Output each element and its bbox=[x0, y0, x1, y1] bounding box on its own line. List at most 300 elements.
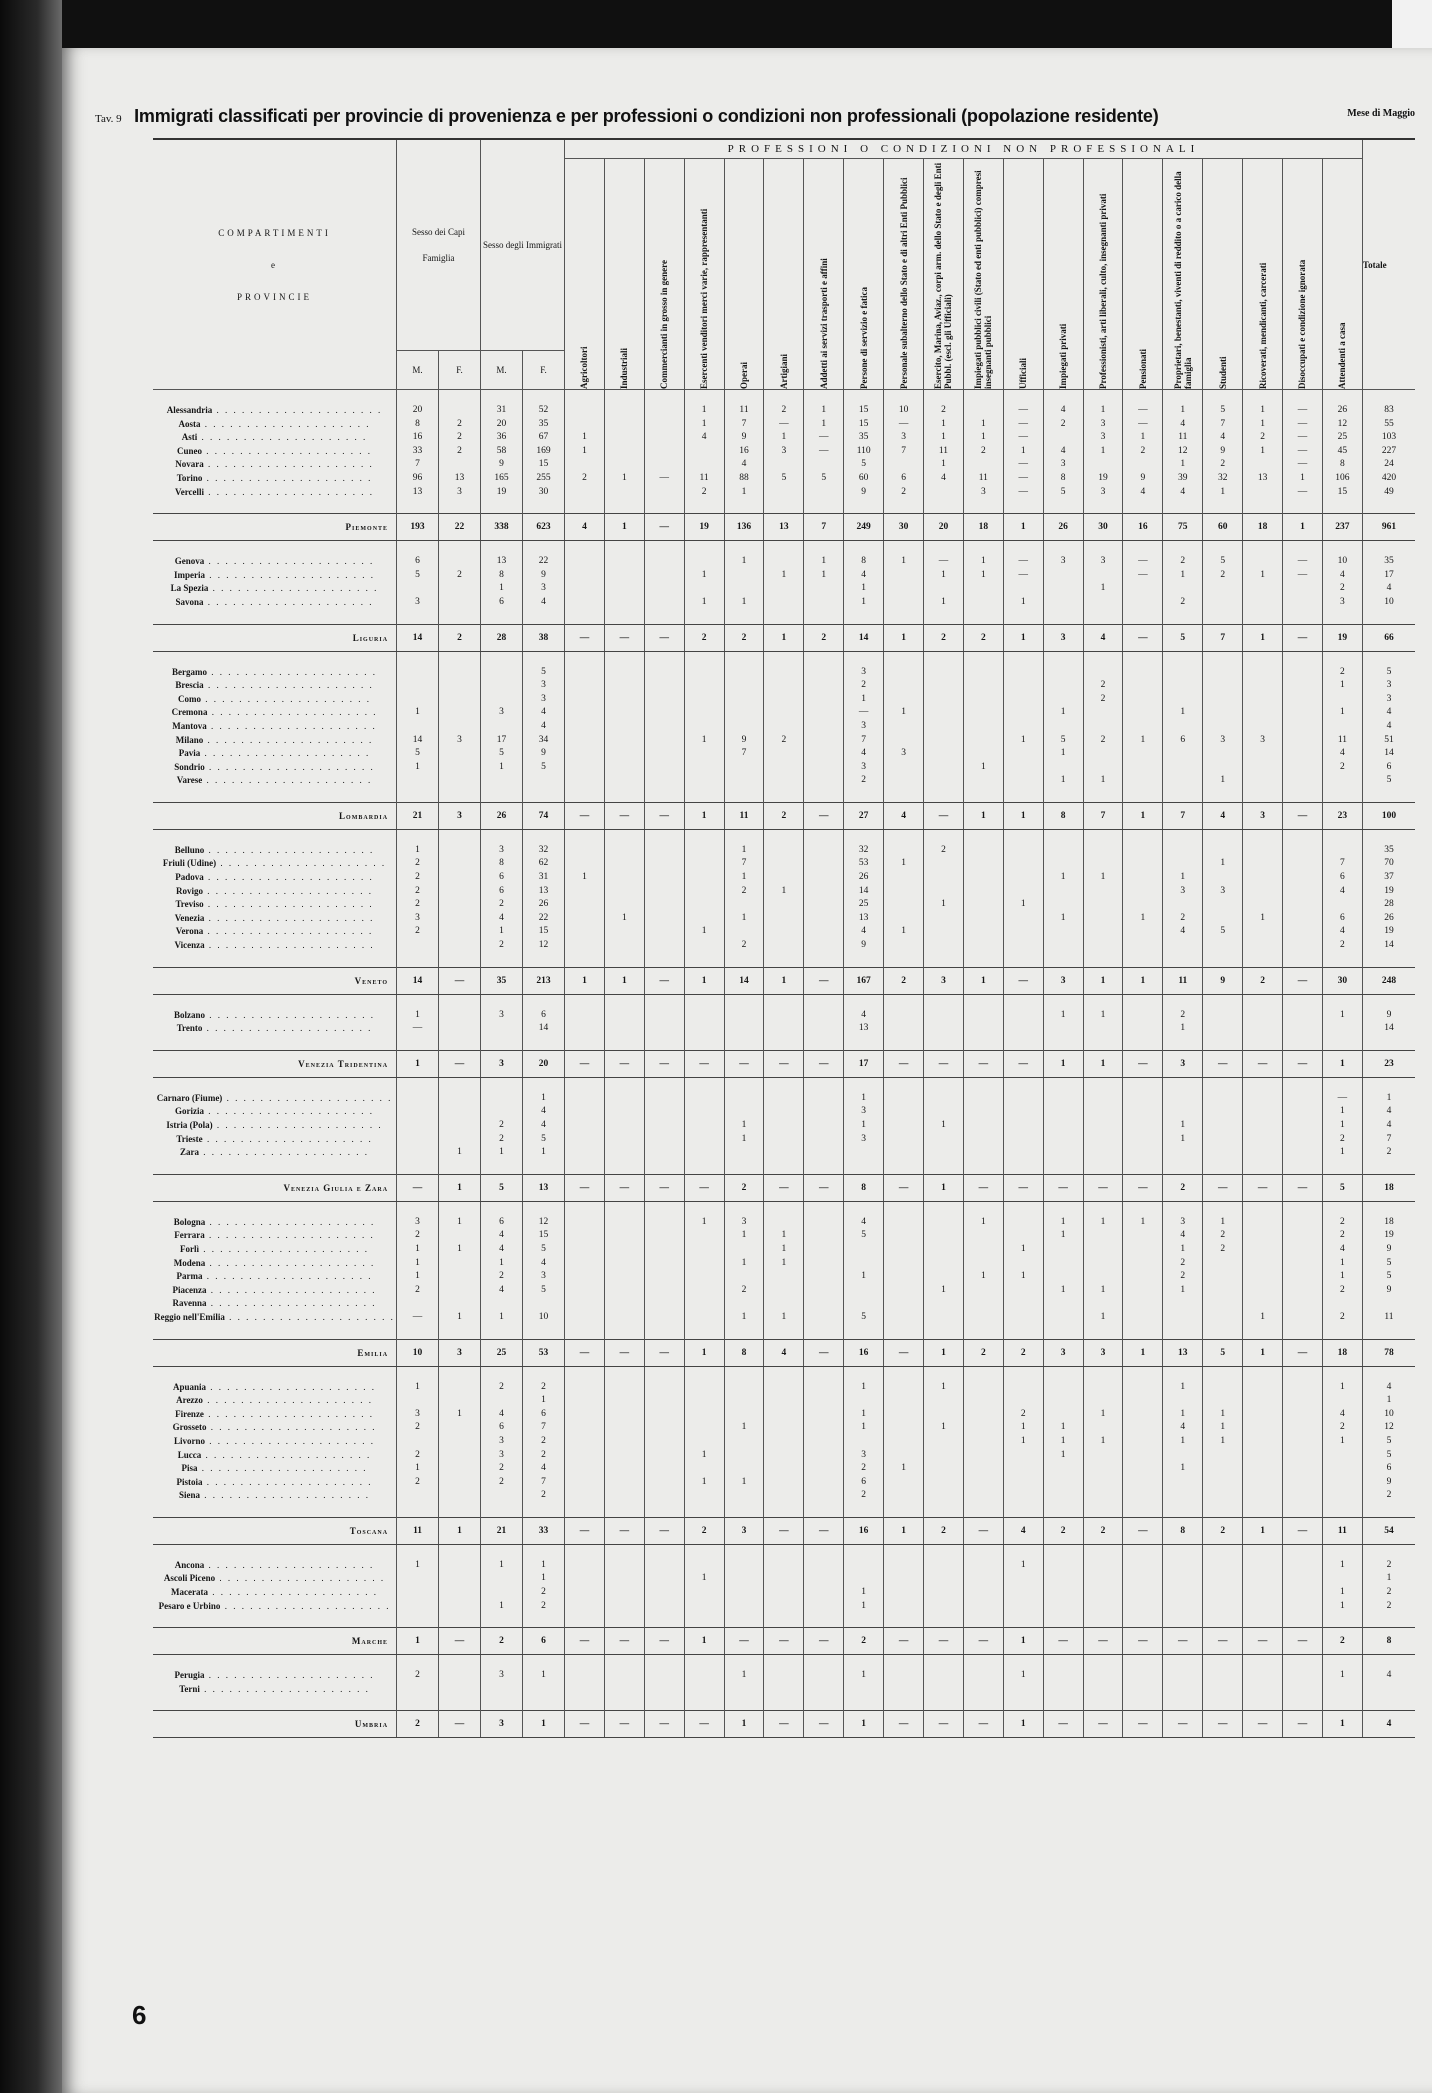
province-row bbox=[153, 486, 1415, 500]
value-cell bbox=[1123, 1229, 1163, 1243]
value-cell: — bbox=[1243, 1711, 1283, 1738]
value-cell bbox=[884, 1119, 924, 1133]
value-cell: 1 bbox=[1083, 445, 1123, 459]
province-row bbox=[153, 1572, 1415, 1586]
value-cell bbox=[1283, 1683, 1323, 1697]
value-cell bbox=[963, 1381, 1003, 1395]
value-cell: 3 bbox=[1043, 624, 1083, 651]
value-cell bbox=[481, 693, 523, 707]
leader-dots: . . . . . . . . . . . . . . . . . . . . bbox=[205, 1009, 376, 1020]
value-cell: 2 bbox=[439, 445, 481, 459]
value-cell: 23 bbox=[1322, 802, 1362, 829]
value-cell: 1 bbox=[397, 1243, 439, 1257]
row-label: Pistoia bbox=[176, 1476, 203, 1487]
value-cell bbox=[684, 1009, 724, 1023]
value-cell bbox=[644, 1216, 684, 1230]
value-cell: — bbox=[804, 445, 844, 459]
value-cell bbox=[481, 1572, 523, 1586]
value-cell bbox=[1043, 693, 1083, 707]
value-cell: 5 bbox=[1203, 404, 1243, 418]
row-label: Milano bbox=[175, 734, 204, 745]
value-cell: 9 bbox=[1362, 1476, 1415, 1490]
value-cell bbox=[804, 1669, 844, 1683]
value-cell bbox=[397, 1119, 439, 1133]
value-cell: 19 bbox=[1362, 885, 1415, 899]
value-cell bbox=[1243, 1669, 1283, 1683]
value-cell bbox=[397, 1489, 439, 1503]
value-cell: 2 bbox=[963, 445, 1003, 459]
value-cell bbox=[963, 1559, 1003, 1573]
value-cell: 25 bbox=[481, 1339, 523, 1366]
value-cell bbox=[644, 431, 684, 445]
value-cell: 5 bbox=[1043, 486, 1083, 500]
value-cell: 7 bbox=[724, 418, 764, 432]
value-cell bbox=[1003, 885, 1043, 899]
page-number: 6 bbox=[132, 2000, 147, 2030]
value-cell bbox=[1083, 1421, 1123, 1435]
value-cell bbox=[644, 596, 684, 610]
value-cell bbox=[397, 1092, 439, 1106]
compartimenti-label: COMPARTIMENTI bbox=[218, 227, 331, 238]
value-cell bbox=[1003, 1133, 1043, 1147]
value-cell bbox=[764, 898, 804, 912]
value-cell bbox=[1203, 939, 1243, 953]
value-cell bbox=[604, 857, 644, 871]
value-cell bbox=[565, 1600, 605, 1614]
value-cell: 1 bbox=[1243, 418, 1283, 432]
value-cell: 1 bbox=[1043, 1216, 1083, 1230]
value-cell bbox=[884, 1243, 924, 1257]
value-cell: 1 bbox=[684, 596, 724, 610]
value-cell bbox=[963, 1683, 1003, 1697]
value-cell: 32 bbox=[1203, 472, 1243, 486]
value-cell: 6 bbox=[397, 555, 439, 569]
value-cell bbox=[1003, 706, 1043, 720]
value-cell bbox=[604, 885, 644, 899]
leader-dots: . . . . . . . . . . . . . . . . . . . . bbox=[205, 1257, 376, 1268]
profession-header-label: Agricoltori bbox=[579, 346, 590, 389]
value-cell bbox=[1123, 1270, 1163, 1284]
value-cell: 1 bbox=[397, 761, 439, 775]
value-cell: 25 bbox=[844, 898, 884, 912]
value-cell bbox=[1243, 871, 1283, 885]
value-cell: 21 bbox=[481, 1517, 523, 1544]
value-cell: 3 bbox=[481, 1711, 523, 1738]
value-cell bbox=[523, 774, 565, 788]
value-cell: — bbox=[1003, 458, 1043, 472]
value-cell bbox=[684, 1257, 724, 1271]
province-name bbox=[153, 679, 397, 693]
value-cell: — bbox=[397, 1311, 439, 1325]
value-cell bbox=[1043, 844, 1083, 858]
value-cell bbox=[1203, 1489, 1243, 1503]
profession-header-label: Ufficiali bbox=[1018, 358, 1029, 389]
value-cell: 2 bbox=[1203, 1517, 1243, 1544]
value-cell: 2 bbox=[884, 486, 924, 500]
value-cell: 9 bbox=[481, 458, 523, 472]
value-cell bbox=[884, 734, 924, 748]
table-title-row bbox=[95, 106, 1415, 127]
professions-header: PROFESSIONI O CONDIZIONI NON PROFESSIONALI bbox=[565, 139, 1363, 159]
value-cell: 1 bbox=[764, 1257, 804, 1271]
value-cell: 20 bbox=[397, 404, 439, 418]
value-cell bbox=[439, 1257, 481, 1271]
value-cell: 2 bbox=[963, 624, 1003, 651]
value-cell: 1 bbox=[724, 1421, 764, 1435]
value-cell bbox=[804, 1311, 844, 1325]
value-cell: 2 bbox=[1362, 1146, 1415, 1160]
value-cell bbox=[963, 458, 1003, 472]
value-cell bbox=[604, 1669, 644, 1683]
value-cell: — bbox=[439, 1711, 481, 1738]
row-label: Livorno bbox=[174, 1435, 206, 1446]
value-cell: 227 bbox=[1362, 445, 1415, 459]
value-cell: 2 bbox=[481, 1133, 523, 1147]
value-cell bbox=[884, 844, 924, 858]
value-cell: 18 bbox=[1322, 1339, 1362, 1366]
value-cell bbox=[565, 1243, 605, 1257]
value-cell: 30 bbox=[884, 514, 924, 541]
value-cell bbox=[1163, 939, 1203, 953]
value-cell: 7 bbox=[804, 514, 844, 541]
value-cell bbox=[724, 693, 764, 707]
value-cell: 2 bbox=[397, 1669, 439, 1683]
value-cell bbox=[397, 720, 439, 734]
value-cell: 3 bbox=[1322, 596, 1362, 610]
value-cell bbox=[1243, 939, 1283, 953]
province-row bbox=[153, 1559, 1415, 1573]
value-cell: 5 bbox=[1203, 555, 1243, 569]
value-cell bbox=[804, 1243, 844, 1257]
value-cell bbox=[397, 1586, 439, 1600]
value-cell bbox=[1243, 1462, 1283, 1476]
value-cell bbox=[684, 912, 724, 926]
row-label: Mantova bbox=[172, 720, 207, 731]
value-cell: 136 bbox=[724, 514, 764, 541]
value-cell: 1 bbox=[684, 967, 724, 994]
value-cell bbox=[1203, 1462, 1243, 1476]
value-cell bbox=[724, 569, 764, 583]
value-cell: — bbox=[397, 1174, 439, 1201]
value-cell bbox=[1003, 925, 1043, 939]
value-cell bbox=[1203, 1669, 1243, 1683]
value-cell: 5 bbox=[397, 747, 439, 761]
profession-header-label: Professionisti, arti liberali, culto, insegnanti privati bbox=[1098, 193, 1109, 389]
value-cell: 30 bbox=[1322, 967, 1362, 994]
value-cell: 1 bbox=[684, 1628, 724, 1655]
value-cell: 1 bbox=[684, 1339, 724, 1366]
value-cell bbox=[684, 679, 724, 693]
value-cell bbox=[1123, 458, 1163, 472]
value-cell: 1 bbox=[1043, 1421, 1083, 1435]
value-cell: — bbox=[1283, 1339, 1323, 1366]
province-row bbox=[153, 1683, 1415, 1697]
value-cell: — bbox=[884, 1339, 924, 1366]
value-cell: 2 bbox=[963, 1339, 1003, 1366]
value-cell: 54 bbox=[1362, 1517, 1415, 1544]
value-cell bbox=[764, 706, 804, 720]
value-cell bbox=[924, 939, 964, 953]
value-cell bbox=[724, 1270, 764, 1284]
value-cell bbox=[644, 734, 684, 748]
compartment-name bbox=[153, 1711, 397, 1738]
value-cell bbox=[1083, 925, 1123, 939]
profession-header bbox=[1243, 159, 1283, 390]
value-cell bbox=[804, 486, 844, 500]
compartment-name bbox=[153, 624, 397, 651]
value-cell: 2 bbox=[764, 734, 804, 748]
value-cell: 3 bbox=[844, 761, 884, 775]
value-cell: 1 bbox=[1203, 1421, 1243, 1435]
value-cell bbox=[644, 871, 684, 885]
value-cell bbox=[1163, 1476, 1203, 1490]
value-cell bbox=[1123, 1489, 1163, 1503]
profession-header bbox=[764, 159, 804, 390]
value-cell: 33 bbox=[523, 1517, 565, 1544]
profession-header bbox=[1083, 159, 1123, 390]
spacer-row bbox=[153, 1544, 1415, 1559]
value-cell bbox=[924, 1489, 964, 1503]
value-cell bbox=[1083, 458, 1123, 472]
value-cell bbox=[684, 747, 724, 761]
value-cell bbox=[963, 1243, 1003, 1257]
value-cell bbox=[397, 666, 439, 680]
value-cell bbox=[1243, 666, 1283, 680]
value-cell: 1 bbox=[604, 472, 644, 486]
value-cell bbox=[1322, 1022, 1362, 1036]
value-cell bbox=[1203, 1009, 1243, 1023]
value-cell bbox=[684, 458, 724, 472]
value-cell: — bbox=[724, 1050, 764, 1077]
value-cell: 2 bbox=[1163, 1174, 1203, 1201]
value-cell bbox=[884, 582, 924, 596]
value-cell bbox=[1043, 1586, 1083, 1600]
value-cell: 10 bbox=[1362, 1408, 1415, 1422]
value-cell: 2 bbox=[1362, 1559, 1415, 1573]
value-cell bbox=[1243, 1257, 1283, 1271]
compartment-total-row bbox=[153, 1711, 1415, 1738]
value-cell bbox=[844, 1394, 884, 1408]
value-cell bbox=[644, 1572, 684, 1586]
value-cell bbox=[1243, 774, 1283, 788]
value-cell bbox=[884, 1270, 924, 1284]
value-cell: — bbox=[1322, 1092, 1362, 1106]
compartment-name bbox=[153, 1628, 397, 1655]
value-cell bbox=[684, 857, 724, 871]
value-cell: 2 bbox=[1203, 1243, 1243, 1257]
value-cell: 1 bbox=[604, 912, 644, 926]
value-cell bbox=[1203, 1394, 1243, 1408]
value-cell bbox=[604, 844, 644, 858]
value-cell: 1 bbox=[924, 1174, 964, 1201]
value-cell: 2 bbox=[1003, 1408, 1043, 1422]
value-cell bbox=[884, 1435, 924, 1449]
value-cell: 14 bbox=[397, 734, 439, 748]
value-cell: 5 bbox=[1163, 624, 1203, 651]
value-cell bbox=[1283, 857, 1323, 871]
value-cell: 25 bbox=[1322, 431, 1362, 445]
value-cell: 1 bbox=[397, 1257, 439, 1271]
value-cell: — bbox=[1243, 1174, 1283, 1201]
value-cell bbox=[804, 1421, 844, 1435]
value-cell bbox=[1083, 1229, 1123, 1243]
value-cell: 1 bbox=[684, 1449, 724, 1463]
value-cell bbox=[1003, 1572, 1043, 1586]
value-cell: 3 bbox=[1083, 555, 1123, 569]
value-cell: 19 bbox=[1083, 472, 1123, 486]
value-cell bbox=[1043, 1683, 1083, 1697]
value-cell bbox=[884, 720, 924, 734]
value-cell bbox=[724, 774, 764, 788]
value-cell: 1 bbox=[397, 1009, 439, 1023]
value-cell bbox=[1003, 747, 1043, 761]
value-cell bbox=[684, 1022, 724, 1036]
value-cell: 2 bbox=[1362, 1586, 1415, 1600]
row-label: Zara bbox=[180, 1147, 200, 1158]
value-cell: 2 bbox=[684, 486, 724, 500]
value-cell bbox=[963, 1105, 1003, 1119]
value-cell bbox=[1123, 1311, 1163, 1325]
value-cell bbox=[684, 1489, 724, 1503]
value-cell bbox=[604, 445, 644, 459]
value-cell: 3 bbox=[1362, 693, 1415, 707]
province-name bbox=[153, 871, 397, 885]
province-row bbox=[153, 1022, 1415, 1036]
value-cell: — bbox=[1283, 404, 1323, 418]
value-cell: 2 bbox=[844, 1628, 884, 1655]
value-cell: 5 bbox=[844, 458, 884, 472]
value-cell bbox=[1243, 1229, 1283, 1243]
value-cell: 9 bbox=[1123, 472, 1163, 486]
value-cell bbox=[1003, 774, 1043, 788]
value-cell: 6 bbox=[523, 1009, 565, 1023]
value-cell: 6 bbox=[481, 885, 523, 899]
value-cell bbox=[684, 1586, 724, 1600]
value-cell: 1 bbox=[523, 1572, 565, 1586]
value-cell: 1 bbox=[1003, 734, 1043, 748]
spacer-row bbox=[153, 1366, 1415, 1381]
value-cell bbox=[804, 1284, 844, 1298]
value-cell bbox=[764, 1559, 804, 1573]
value-cell bbox=[1283, 679, 1323, 693]
leader-dots: . . . . . . . . . . . . . . . . . . . . bbox=[222, 1092, 393, 1103]
value-cell bbox=[884, 1284, 924, 1298]
value-cell: 1 bbox=[1123, 1339, 1163, 1366]
value-cell bbox=[1123, 1092, 1163, 1106]
value-cell: 4 bbox=[1203, 431, 1243, 445]
row-label: Ancona bbox=[174, 1559, 205, 1570]
value-cell bbox=[604, 1243, 644, 1257]
compartment-total-row bbox=[153, 802, 1415, 829]
value-cell: 1 bbox=[1083, 1435, 1123, 1449]
province-name bbox=[153, 1243, 397, 1257]
value-cell: 2 bbox=[1003, 1339, 1043, 1366]
value-cell: 1 bbox=[1003, 802, 1043, 829]
value-cell bbox=[1163, 1297, 1203, 1311]
value-cell bbox=[684, 1297, 724, 1311]
value-cell: 1 bbox=[481, 1600, 523, 1614]
value-cell bbox=[1243, 925, 1283, 939]
value-cell: 1 bbox=[1163, 1119, 1203, 1133]
value-cell bbox=[604, 1559, 644, 1573]
value-cell bbox=[764, 1216, 804, 1230]
province-row bbox=[153, 472, 1415, 486]
value-cell bbox=[804, 734, 844, 748]
value-cell: 9 bbox=[724, 734, 764, 748]
value-cell: 4 bbox=[844, 1009, 884, 1023]
value-cell bbox=[1283, 761, 1323, 775]
value-cell bbox=[924, 1270, 964, 1284]
value-cell: 2 bbox=[397, 898, 439, 912]
value-cell: 2 bbox=[1243, 431, 1283, 445]
value-cell: 22 bbox=[523, 912, 565, 926]
value-cell: 2 bbox=[1083, 679, 1123, 693]
value-cell bbox=[1243, 1146, 1283, 1160]
value-cell bbox=[1283, 1243, 1323, 1257]
value-cell bbox=[439, 857, 481, 871]
value-cell bbox=[804, 1600, 844, 1614]
value-cell bbox=[397, 1572, 439, 1586]
value-cell: 12 bbox=[1163, 445, 1203, 459]
province-name bbox=[153, 1022, 397, 1036]
value-cell: 2 bbox=[481, 1476, 523, 1490]
value-cell bbox=[924, 679, 964, 693]
value-cell bbox=[1043, 939, 1083, 953]
province-row bbox=[153, 871, 1415, 885]
value-cell: — bbox=[565, 1517, 605, 1544]
value-cell: 8 bbox=[1362, 1628, 1415, 1655]
leader-dots: . . . . . . . . . . . . . . . . . . . . bbox=[202, 472, 373, 483]
value-cell bbox=[644, 1669, 684, 1683]
value-cell: 14 bbox=[397, 624, 439, 651]
value-cell bbox=[804, 774, 844, 788]
value-cell bbox=[804, 666, 844, 680]
value-cell: — bbox=[565, 1339, 605, 1366]
value-cell: — bbox=[1043, 1711, 1083, 1738]
value-cell: 1 bbox=[1043, 1229, 1083, 1243]
value-cell bbox=[644, 857, 684, 871]
value-cell: 1 bbox=[397, 1381, 439, 1395]
profession-header-label: Impiegati privati bbox=[1058, 323, 1069, 389]
value-cell bbox=[1043, 582, 1083, 596]
province-row bbox=[153, 1092, 1415, 1106]
value-cell bbox=[963, 1133, 1003, 1147]
value-cell: 1 bbox=[884, 1462, 924, 1476]
profession-header-label: Impiegati pubblici civili (Stato ed enti pubblici) compresi insegnanti pubblici bbox=[973, 170, 994, 389]
value-cell: 2 bbox=[439, 431, 481, 445]
province-name bbox=[153, 693, 397, 707]
value-cell: 3 bbox=[439, 486, 481, 500]
value-cell: 21 bbox=[397, 802, 439, 829]
value-cell bbox=[963, 693, 1003, 707]
value-cell: 17 bbox=[844, 1050, 884, 1077]
value-cell: 1 bbox=[1003, 1270, 1043, 1284]
value-cell: 62 bbox=[523, 857, 565, 871]
value-cell: 4 bbox=[844, 747, 884, 761]
value-cell: 1 bbox=[804, 569, 844, 583]
value-cell: 83 bbox=[1362, 404, 1415, 418]
value-cell bbox=[397, 1683, 439, 1697]
value-cell bbox=[565, 1462, 605, 1476]
value-cell: — bbox=[1203, 1628, 1243, 1655]
value-cell bbox=[684, 1270, 724, 1284]
value-cell: — bbox=[644, 1050, 684, 1077]
value-cell: 1 bbox=[844, 1381, 884, 1395]
value-cell bbox=[644, 912, 684, 926]
value-cell bbox=[644, 1022, 684, 1036]
value-cell: 2 bbox=[1322, 1229, 1362, 1243]
value-cell: — bbox=[1003, 404, 1043, 418]
